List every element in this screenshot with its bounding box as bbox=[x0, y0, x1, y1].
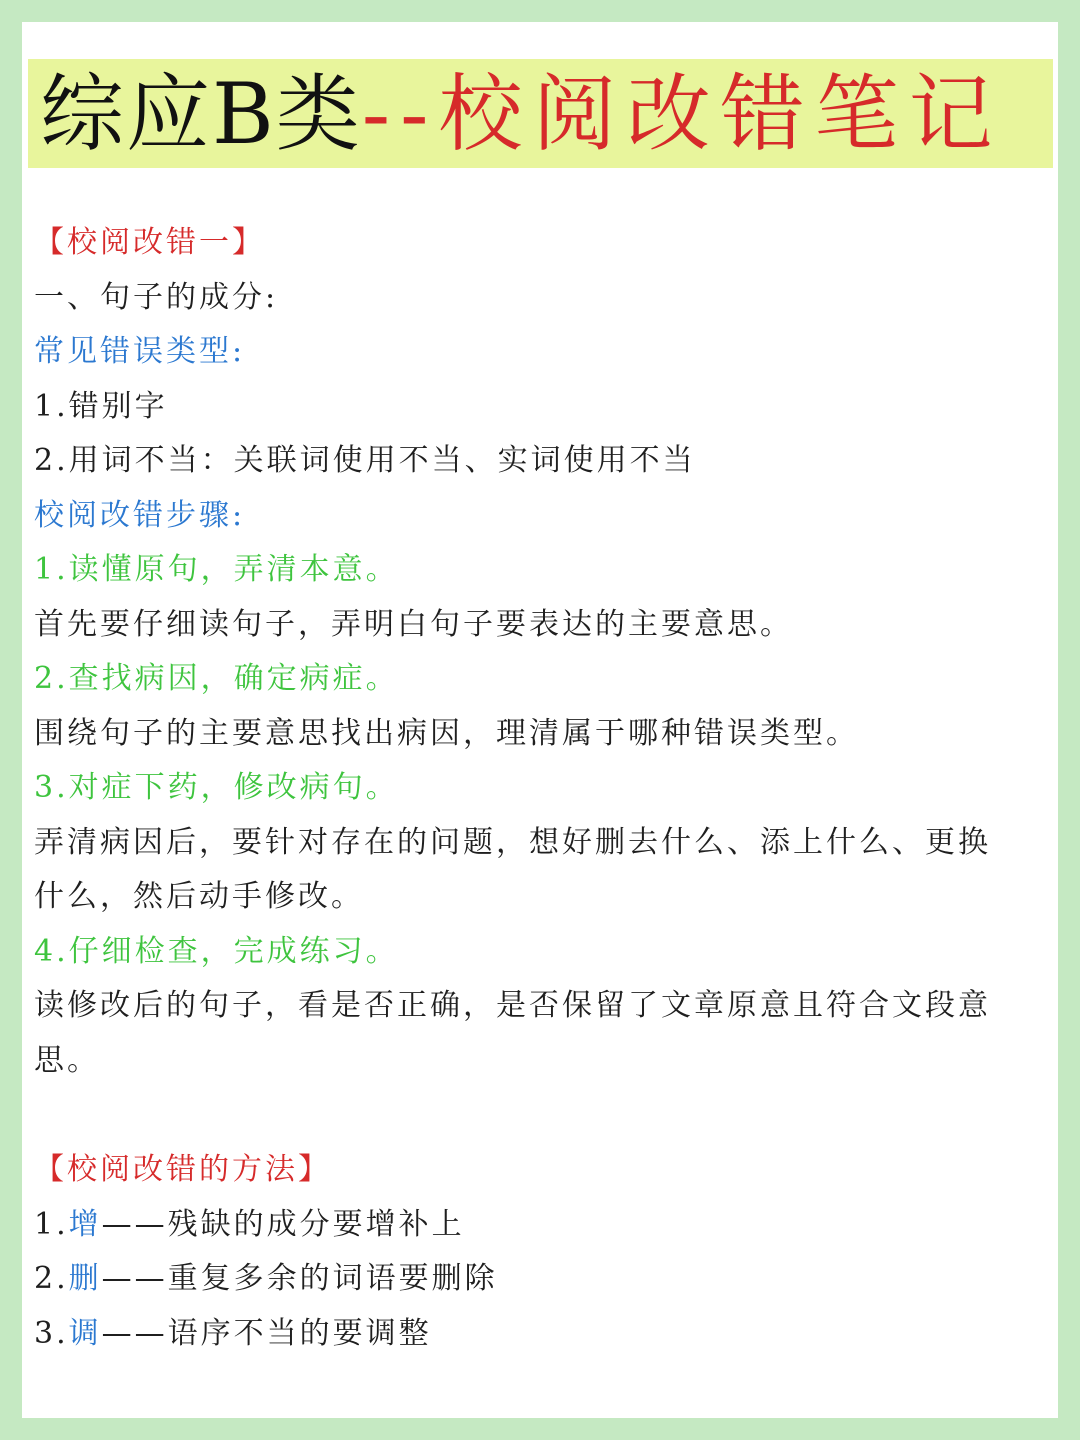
steps-heading: 校阅改错步骤: bbox=[34, 497, 246, 533]
method-number: 3. bbox=[34, 1315, 69, 1351]
method-number: 2. bbox=[34, 1261, 69, 1296]
step-description: 读修改后的句子，看是否正确，是否保留了文章原意且符合文段意思。 bbox=[34, 988, 991, 1078]
method-item bbox=[34, 1198, 1014, 1253]
error-types-heading: 常见错误类型: bbox=[34, 334, 246, 369]
section2-header: 【校阅改错的方法】 bbox=[34, 1152, 331, 1187]
method-item bbox=[34, 1307, 1014, 1362]
step-title: 1.读懂原句，弄清本意。 bbox=[34, 552, 399, 587]
step-title: 2.查找病因，确定病症。 bbox=[34, 661, 399, 696]
method-keyword: 调 bbox=[68, 1315, 102, 1351]
method-keyword: 删 bbox=[68, 1261, 102, 1296]
method-item bbox=[34, 1252, 1014, 1307]
step-description: 弄清病因后，要针对存在的问题，想好删去什么、添上什么、更换什么，然后动手修改。 bbox=[34, 824, 991, 914]
section1-subtitle: 一、句子的成分: bbox=[34, 279, 279, 315]
step-title: 3.对症下药，修改病句。 bbox=[34, 770, 399, 805]
title-prefix: 综应B类 bbox=[40, 64, 362, 163]
method-keyword: 增 bbox=[68, 1206, 102, 1242]
error-type-item: 2.用词不当：关联词使用不当、实词使用不当 bbox=[34, 443, 696, 478]
method-number: 1. bbox=[34, 1206, 69, 1242]
note-content bbox=[34, 216, 1014, 1361]
title-banner bbox=[28, 59, 1053, 168]
section1-header: 【校阅改错一】 bbox=[34, 225, 265, 260]
section-spacer bbox=[34, 1088, 1014, 1143]
error-type-item: 1.错别字 bbox=[34, 388, 168, 424]
step-description: 围绕句子的主要意思找出病因，理清属于哪种错误类型。 bbox=[34, 715, 859, 751]
method-description: ——重复多余的词语要删除 bbox=[101, 1261, 498, 1296]
method-description: ——残缺的成分要增补上 bbox=[101, 1206, 465, 1242]
step-title: 4.仔细检查，完成练习。 bbox=[34, 933, 399, 969]
title-highlight: --校阅改错笔记 bbox=[361, 64, 1003, 163]
step-description: 首先要仔细读句子，弄明白句子要表达的主要意思。 bbox=[34, 606, 793, 642]
method-description: ——语序不当的要调整 bbox=[101, 1315, 432, 1351]
